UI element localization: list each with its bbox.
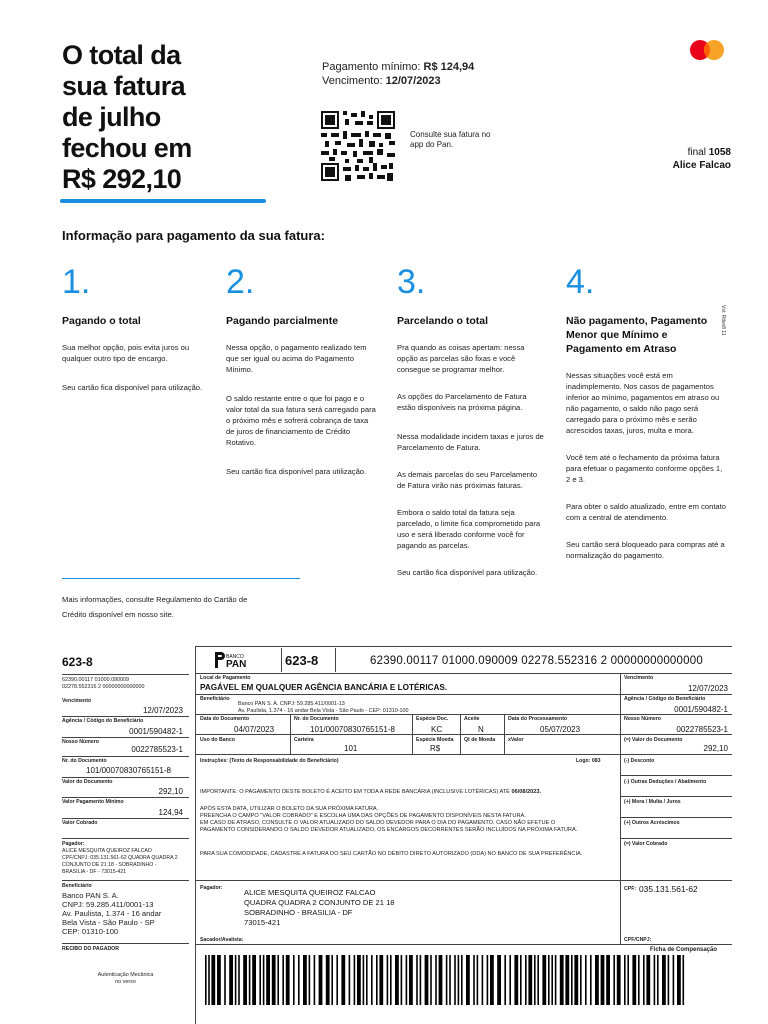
beneficiary-line: Av. Paulista, 1.374 - 16 andar Bela Vista - São Paulo - CEP: 01310-100 (238, 707, 409, 714)
barcode-bar (548, 955, 550, 1005)
right-row-line (620, 817, 732, 818)
payment-summary (322, 60, 474, 88)
barcode-bar (646, 955, 650, 1005)
barcode-bar (525, 955, 527, 1005)
barcode-bar (632, 955, 636, 1005)
barcode-bar (643, 955, 645, 1005)
fine-label: (+) Mora / Multa / Juros (624, 799, 681, 805)
beneficiary-text (238, 701, 409, 714)
pan-logo-small: BANCO (226, 654, 244, 660)
doc-number-label: Nr. do Documento (294, 716, 339, 722)
boleto-row-line (195, 734, 732, 735)
headline-total: R$ 292,10 (62, 164, 182, 194)
headline-line: sua fatura (62, 71, 186, 101)
barcode-bar (409, 955, 413, 1005)
right-our-number-value: 0022785523-1 (676, 725, 728, 734)
accept-value: N (478, 725, 484, 734)
right-row-line (620, 775, 732, 776)
doc-kind-label: Espécie Doc. (416, 716, 449, 722)
barcode-bar (425, 955, 429, 1005)
barcode-bar (282, 955, 284, 1005)
barcode-bar (624, 955, 626, 1005)
barcode-bar (638, 955, 640, 1005)
barcode-bar (293, 955, 295, 1005)
barcode-bar (272, 955, 276, 1005)
place-label: Local de Pagamento (200, 675, 251, 681)
barcode-bar (613, 955, 615, 1005)
boleto-row-line (195, 714, 732, 715)
payer-line: SOBRADINHO - BRASILIA - DF (244, 908, 353, 917)
barcode-bar (366, 955, 368, 1005)
instructions-dda: PARA SUA COMODIDADE, CADASTRE A FATURA DO SEU CARTÃO NO DÉBITO DIRETO AUTORIZADO (DDA) NO BANCO DE SUA PREFERÊNCIA. (200, 851, 583, 857)
instruction-line: PAGAMENTO CONSIDERANDO O SALDO DEVEDOR ATUALIZADO, OS ENCARGOS DECORRENTES SERÃO INCLUÍDOS NA PRÓXIMA FATURA. (200, 827, 578, 833)
barcode-bar (319, 955, 323, 1005)
proc-date-value: 05/07/2023 (540, 725, 581, 734)
guarantor-label: Sacador/Avalista: (200, 937, 244, 943)
doc-number-value: 101/00070830765151-8 (310, 725, 395, 734)
barcode-bar (461, 955, 463, 1005)
doc-date-label: Data do Documento (200, 716, 249, 722)
stub-payer-line: CPF/CNPJ: 035.131.561-62 QUADRA QUADRA 2 (62, 855, 178, 861)
instructions-important-text: IMPORTANTE: O PAGAMENTO DESTE BOLETO É ACEITO EM TODA A REDE BANCÁRIA (INCLUSIVE LOTÉRICAS) ATÉ (200, 789, 510, 795)
payment-option-1 (62, 264, 212, 393)
option-text: O saldo restante entre o que foi pago e o valor total da sua fatura será carregado para o próximo mês e sofrerá cobrança de taxa de juros de financiamento de Crédito Rotativo. (226, 394, 376, 447)
barcode-bar (477, 955, 479, 1005)
qr-code-icon[interactable] (321, 111, 395, 181)
headline-line: de julho (62, 102, 161, 132)
compensation-label: Ficha de Compensação (650, 947, 718, 953)
discount-label: (-) Desconto (624, 758, 655, 764)
invoice-headline (62, 40, 272, 195)
barcode-bar (238, 955, 240, 1005)
barcode-bar (298, 955, 300, 1005)
payer-line: 73015-421 (244, 918, 281, 927)
option-text: Seu cartão fica disponível para utilização. (397, 568, 538, 577)
stub-divider (62, 737, 189, 738)
barcode-bar (224, 955, 226, 1005)
option-title: Parcelando o total (397, 315, 489, 327)
currency-value: R$ (430, 744, 441, 753)
barcode-bar (574, 955, 578, 1005)
barcode-bar (217, 955, 221, 1005)
instruction-line: EM CASO DE ATRASO, CONSULTE O VALOR ATUALIZADO DO SALDO DEVEDOR PARA O DIA DO PAGAMENTO. CASO NÃO EFETUE O (200, 820, 556, 826)
stub-divider (62, 943, 189, 944)
due-value: 12/07/2023 (385, 75, 441, 87)
boleto-row-line (195, 944, 732, 945)
cell-sep (290, 714, 291, 734)
barcode-bar (430, 955, 432, 1005)
option-number: 1. (62, 263, 91, 301)
barcode-bar (551, 955, 553, 1005)
headline-underline (60, 199, 266, 203)
barcode-bar (357, 955, 361, 1005)
stub-doc-number-label: Nr. do Documento (62, 758, 107, 764)
pan-logo-name: PAN (226, 659, 247, 670)
barcode-bar (617, 955, 621, 1005)
barcode-bar (490, 955, 494, 1005)
barcode-bar (482, 955, 484, 1005)
option-number: 3. (397, 263, 426, 301)
barcode-bar (211, 955, 215, 1005)
min-payment-label: Pagamento mínimo: (322, 61, 421, 73)
barcode-bar (595, 955, 599, 1005)
barcode-bar (314, 955, 316, 1005)
payment-info-title: Informação para pagamento da sua fatura: (62, 228, 325, 243)
stub-beneficiary-text (62, 891, 161, 936)
option-title: Não pagamento, Pagamento Menor que Mínimo e Pagamento em Atraso (566, 315, 708, 355)
barcode-bar (657, 955, 659, 1005)
barcode-bar (537, 955, 539, 1005)
barcode-bar (406, 955, 408, 1005)
instructions-limit-date: 06/08/2023. (511, 789, 542, 795)
barcode-bar (627, 955, 629, 1005)
right-agency-value: 0001/590482-1 (674, 705, 728, 714)
boleto-row-line (195, 694, 732, 695)
banco-pan-logo-icon (213, 650, 263, 670)
cardholder-name: Alice Falcao (672, 160, 731, 171)
barcode-bar (376, 955, 378, 1005)
digitable-line[interactable]: 62390.00117 01000.090009 02278.552316 2 00000000000000 (370, 655, 703, 667)
barcode-bar (286, 955, 290, 1005)
barcode-bar (354, 955, 356, 1005)
side-code: Vsl: Rtlex8 11 (720, 305, 726, 336)
barcode-bar (571, 955, 573, 1005)
payer-label: Pagador: (200, 885, 223, 891)
option-title: Pagando parcialmente (226, 315, 339, 327)
option-number: 4. (566, 263, 595, 301)
qr-note: Consulte sua fatura no app do Pan. (410, 130, 491, 149)
stub-digitable-2: 02278.552316 2 00000000000000 (62, 684, 145, 690)
option-text: Seu cartão fica disponível para utilização. (226, 467, 367, 476)
barcode-bar (565, 955, 569, 1005)
barcode-bar (668, 955, 670, 1005)
boleto-row-line (195, 673, 732, 674)
beneficiary-line: Banco PAN S. A. CNPJ: 59.285.411/0001-13 (238, 701, 345, 707)
charged-label[interactable]: (=) Valor Cobrado (624, 841, 668, 847)
stub-min-label: Valor Pagamento Mínimo (62, 799, 124, 805)
barcode-bar (416, 955, 418, 1005)
right-due-label: Vencimento (624, 675, 654, 681)
right-our-number-label: Nosso Número (624, 716, 661, 722)
min-payment-value: R$ 124,94 (423, 61, 475, 73)
option-text: Para obter o saldo atualizado, entre em contato com a central de atendimento. (566, 502, 726, 522)
stub-doc-value-label: Valor do Documento (62, 779, 113, 785)
barcode-bar (542, 955, 546, 1005)
barcode-bar (514, 955, 518, 1005)
payment-option-2 (226, 264, 376, 477)
right-due-value: 12/07/2023 (687, 684, 728, 693)
barcode-bar (601, 955, 605, 1005)
stub-bank-code: 623-8 (62, 655, 93, 669)
barcode-bar (504, 955, 506, 1005)
option-text: Nessa modalidade incidem taxas e juros de Parcelamento de Fatura. (397, 432, 544, 452)
stub-doc-value: 292,10 (158, 787, 183, 796)
stub-min-value: 124,94 (158, 808, 183, 817)
barcode-bar (349, 955, 351, 1005)
other-label: (+) Outros Acréscimos (624, 820, 680, 826)
stub-due-value: 12/07/2023 (142, 706, 183, 715)
right-doc-value: 292,10 (703, 744, 728, 753)
card-final-label: final (687, 147, 706, 158)
stub-digitable-line[interactable] (62, 677, 144, 691)
stub-divider (62, 818, 189, 819)
payer-block (244, 888, 395, 928)
doc-kind-value: KC (431, 725, 443, 734)
accept-label: Aceite (464, 716, 480, 722)
instructions-important (200, 789, 595, 796)
right-doc-value-label: (=) Valor do Documento (624, 737, 683, 743)
barcode-bar (606, 955, 610, 1005)
place-value: PAGÁVEL EM QUALQUER AGÊNCIA BANCÁRIA E LOTÉRICAS. (200, 683, 448, 692)
barcode-bar (585, 955, 587, 1005)
cell-sep (290, 734, 291, 754)
barcode-bar (654, 955, 656, 1005)
option-text: Seu cartão fica disponível para utilização. (62, 383, 203, 392)
barcode-bar (401, 955, 403, 1005)
barcode-bar (473, 955, 475, 1005)
option-text: As demais parcelas do seu Parcelamento de Fatura virão nas próximas faturas. (397, 470, 538, 490)
stub-divider (62, 838, 189, 839)
barcode-bar (263, 955, 265, 1005)
payer-line: QUADRA QUADRA 2 CONJUNTO DE 21 18 (244, 898, 395, 907)
right-row-line (620, 796, 732, 797)
stub-auth-line: no verso (115, 979, 136, 985)
option-text: Sua melhor opção, pois evita juros ou qualquer outro tipo de encargo. (62, 343, 190, 363)
barcode-bar (235, 955, 237, 1005)
stub-separator (195, 646, 196, 1024)
stub-payer-text (62, 848, 178, 876)
option-title: Pagando o total (62, 315, 141, 327)
barcode-bar (243, 955, 247, 1005)
stub-our-number-label: Nosso Número (62, 739, 99, 745)
barcode-bar (673, 955, 675, 1005)
stub-top-line (62, 674, 189, 675)
barcode-bar (662, 955, 666, 1005)
logo-sep (281, 648, 282, 672)
stub-auth-line: Autenticação Mecânica (97, 972, 154, 978)
barcode-bar (387, 955, 389, 1005)
card-final-number: 1058 (708, 147, 731, 158)
cpf-label: CPF: (624, 886, 637, 892)
barcode-bar (534, 955, 536, 1005)
stub-payer-line: CONJUNTO DE 21 18 - SOBRADINHO - (62, 862, 157, 868)
right-row-line (620, 838, 732, 839)
option-text: Você tem até o fechamento da próxima fatura para efetuar o pagamento conforme opções 1, 2 e 3. (566, 453, 723, 484)
barcode-bar (208, 955, 210, 1005)
option-text: Seu cartão será bloqueado para compras até a normalização do pagamento. (566, 540, 725, 560)
barcode-bar (205, 955, 207, 1005)
card-info (673, 146, 731, 172)
stub-divider (62, 716, 189, 717)
wallet-value: 101 (344, 744, 358, 753)
barcode-bar (446, 955, 448, 1005)
barcode-bar (420, 955, 422, 1005)
payment-option-3 (397, 264, 547, 578)
stub-payer-line: ALICE MESQUITA QUEIROZ FALCAO (62, 848, 152, 854)
barcode-bar (252, 955, 256, 1005)
barcode-bar (555, 955, 557, 1005)
stub-beneficiary-label: Beneficiário (62, 883, 92, 889)
payment-option-4 (566, 264, 726, 561)
option-text: Embora o saldo total da fatura seja parcelado, o limite fica comprometido para uso e será liberado conforme você for pagando as parcelas. (397, 508, 541, 550)
instruction-line: APÓS ESTA DATA, UTILIZAR O BOLETO DA SUA PRÓXIMA FATURA. (200, 806, 379, 812)
barcode-bar (458, 955, 460, 1005)
bank-use-label: Uso do Banco (200, 737, 235, 743)
more-info-text: Mais informações, consulte Regulamento do Cartão de Crédito disponível em nosso site. (62, 595, 248, 619)
barcode-bar (509, 955, 511, 1005)
doc-date-value: 04/07/2023 (234, 725, 275, 734)
barcode-bar (497, 955, 501, 1005)
stub-divider (62, 880, 189, 881)
stub-agency-label: Agência / Código do Beneficiário (62, 718, 144, 724)
stub-divider (62, 756, 189, 757)
payer-line: ALICE MESQUITA QUEIROZ FALCAO (244, 888, 376, 897)
barcode-bar (309, 955, 311, 1005)
boleto-row-line (195, 754, 732, 755)
barcode-bar (249, 955, 251, 1005)
barcode-bar (590, 955, 592, 1005)
stub-payer-line: BRASILIA - DF - 73015-421 (62, 869, 127, 875)
right-agency-label: Agência / Código do Beneficiário (624, 696, 706, 702)
value-label: xValor (508, 737, 524, 743)
barcode-bar (371, 955, 373, 1005)
stub-our-number-value: 0022785523-1 (131, 745, 183, 754)
barcode-bar (439, 955, 443, 1005)
barcode-icon[interactable] (205, 955, 685, 1005)
qty-label: Qt de Moeda (464, 737, 496, 743)
barcode-bar (454, 955, 456, 1005)
beneficiary-label: Beneficiário (200, 696, 230, 702)
barcode-bar (336, 955, 338, 1005)
boleto-top-line (195, 646, 732, 647)
stub-beneficiary-line: CEP: 01310-100 (62, 927, 119, 936)
stub-auth-text (62, 972, 189, 986)
barcode-bar (379, 955, 383, 1005)
instruction-line: PREENCHA O CAMPO "VALOR COBRADO" E ESCOLHA UMA DAS OPÇÕES DE PAGAMENTO DISPONÍVEIS NESTA FATURA. (200, 813, 526, 819)
stub-beneficiary-line: Bela Vista - São Paulo - SP (62, 918, 155, 927)
stub-divider (62, 797, 189, 798)
option-text: Pra quando as coisas apertam: nessa opção as parcelas são fixas e você consegue se programar melhor. (397, 343, 525, 374)
stub-receipt-label: RECIBO DO PAGADOR (62, 946, 119, 952)
barcode-bar (363, 955, 365, 1005)
barcode-bar (520, 955, 522, 1005)
info-divider (62, 578, 300, 579)
headline-line: O total da (62, 40, 181, 70)
deductions-label: (-) Outras Deduções / Abatimento (624, 779, 707, 785)
barcode-bar (449, 955, 451, 1005)
barcode-bar (395, 955, 399, 1005)
mastercard-logo-icon (688, 39, 726, 61)
barcode-bar (303, 955, 307, 1005)
barcode-bar (259, 955, 261, 1005)
stub-digitable-1: 62390.00117 01000.090009 (62, 677, 130, 683)
boleto-row-line (195, 880, 732, 881)
due-label: Vencimento: (322, 75, 383, 87)
barcode-bar (560, 955, 564, 1005)
headline-line: fechou em (62, 133, 192, 163)
option-text: Nessas situações você está em inadimplemento. Nos casos de pagamentos inferior ao mínimo, pagamentos em atraso ou não pagamento, o saldo não pago será carregado para o próximo mês e serão acrescidos taxas, juros, multa e mora. (566, 371, 720, 435)
wallet-label: Carteira (294, 737, 314, 743)
barcode-bar (528, 955, 532, 1005)
barcode-bar (341, 955, 345, 1005)
stub-charged-label: Valor Cobrado (62, 820, 98, 826)
barcode-bar (390, 955, 392, 1005)
code-sep (335, 648, 336, 672)
barcode-bar (331, 955, 333, 1005)
barcode-bar (487, 955, 489, 1005)
option-text: As opções do Parcelamento de Fatura estão disponíveis na próxima página. (397, 392, 527, 412)
logo-code: Logo: 083 (576, 758, 601, 764)
stub-due-label: Vencimento (62, 698, 92, 704)
cpf-cnpj-label: CPF/CNPJ: (624, 937, 652, 943)
stub-beneficiary-line: Banco PAN S. A. (62, 891, 119, 900)
stub-doc-number-value: 101/00070830765151-8 (86, 766, 171, 775)
barcode-bar (229, 955, 233, 1005)
barcode-bar (683, 955, 685, 1005)
barcode-bar (326, 955, 330, 1005)
stub-divider (62, 777, 189, 778)
instructions-block (200, 806, 595, 834)
cpf-value: 035.131.561-62 (639, 884, 698, 894)
instructions-label: Instruções: (Texto de Responsabilidade do Beneficiário) (200, 758, 339, 764)
stub-payer-label: Pagador: (62, 841, 85, 847)
main-bank-code: 623-8 (285, 653, 319, 668)
barcode-bar (435, 955, 437, 1005)
option-text: Nessa opção, o pagamento realizado tem que ser igual ou acima do Pagamento Mínimo. (226, 343, 367, 374)
barcode-bar (266, 955, 270, 1005)
stub-agency-value: 0001/590482-1 (129, 727, 183, 736)
currency-label: Espécie Moeda (416, 737, 454, 743)
proc-date-label: Data do Processamento (508, 716, 568, 722)
stub-beneficiary-line: CNPJ: 59.285.411/0001-13 (62, 900, 154, 909)
barcode-bar (277, 955, 279, 1005)
barcode-bar (466, 955, 470, 1005)
barcode-bar (580, 955, 582, 1005)
option-number: 2. (226, 263, 255, 301)
stub-beneficiary-line: Av. Paulista, 1.374 - 16 andar (62, 909, 162, 918)
barcode-bar (677, 955, 681, 1005)
